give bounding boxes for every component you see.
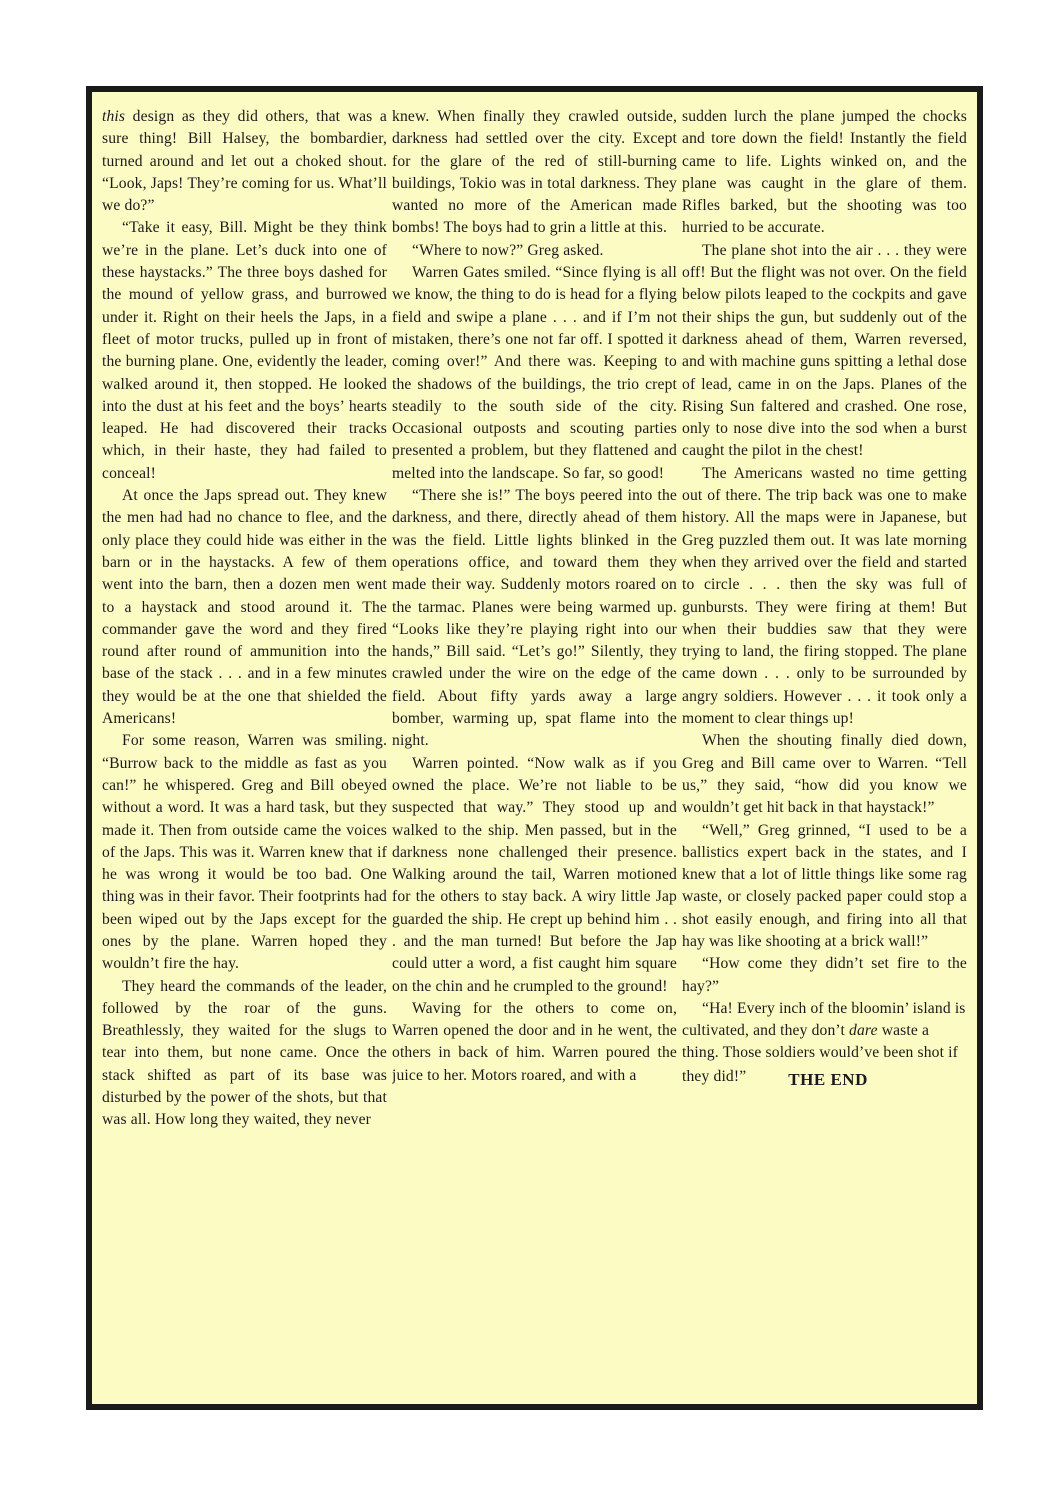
paragraph: “How come they didn’t set fire to the hay?” — [682, 955, 967, 995]
paragraph: sudden lurch the plane jumped the chocks and tore down the field! Instantly the field came to life. Lights winked on, and the plane was caught in the glare of them. Rifles barked, but the shooting was too hurried to be accurate. — [682, 108, 967, 237]
text-columns — [102, 106, 967, 1392]
column-2 — [392, 106, 677, 1392]
story-panel — [86, 86, 983, 1410]
paragraph: When the shouting finally died down, Greg and Bill came over to Warren. “Tell us,” they said, “how did you know we wouldn’t get hit back in that haystack!” — [682, 732, 967, 817]
paragraph: The Americans wasted no time getting out of there. The trip back was one to make history. All the maps were in Japanese, but Greg puzzled them out. It was late morning when they arrived over the field and started to circle . . . then the sky was full of gunbursts. They were firing at them! But when their buddies saw that they were trying to land, the firing stopped. The plane came down . . . only to be surrounded by angry soldiers. However . . . it took only a moment to clear things up! — [682, 464, 967, 728]
paragraph: “Ha! Every inch of the bloomin’ island is cultivated, and they don’t dare waste a thing. Those soldiers would’ve been shot if they did!” THE END — [682, 998, 967, 1088]
paragraph: “There she is!” The boys peered into the darkness, and there, directly ahead of them was the field. Little lights blinked in the operations office, and toward them they made their way. Suddenly motors roared on the tarmac. Planes were being warmed up. “Looks like they’re playing right into our hands,” Bill said. “Let’s go!” Silently, they crawled under the wire on the edge of the field. About fifty yards away a large bomber, warming up, spat flame into the night. — [392, 487, 677, 750]
italic-word: this — [102, 108, 126, 125]
paragraph: The plane shot into the air . . . they were off! But the flight was not over. On the field below pilots leaped to the cockpits and gave their ships the gun, but suddenly out of the darkness ahead of them, Warren reversed, and with machine guns spitting a lethal dose of lead, came in on the Japs. Planes of the Rising Sun faltered and crashed. One rose, only to nose dive into the sod when a burst caught the pilot in the chest! — [682, 241, 967, 460]
italic-word: dare — [849, 1022, 878, 1040]
column-1 — [102, 106, 387, 1392]
paragraph: “Take it easy, Bill. Might be they think we’re in the plane. Let’s duck into one of these haystacks.” The three boys dashed for the mound of yellow grass, and burrowed under it. Right on their heels the Japs, in a fleet of motor trucks, pulled up in front of the burning plane. One, evidently the leader, walked around it, then stopped. He looked into the dust at his feet and the boys’ hearts leaped. He had discovered their tracks which, in their haste, they had failed to conceal! — [102, 219, 387, 482]
paragraph: knew. When finally they crawled outside, darkness had settled over the city. Except for the glare of the red of still-burning buildings, Tokio was in total darkness. They wanted no more of the American made bombs! The boys had to grin a little at this. — [392, 108, 677, 237]
paragraph: Waving for the others to come on, Warren opened the door and in he went, the others in back of him. Warren poured the juice to her. Motors roared, and with a — [392, 999, 677, 1084]
paragraph: “Where to now?” Greg asked. — [412, 241, 604, 259]
paragraph: “Well,” Greg grinned, “I used to be a ballistics expert back in the states, and I knew that a lot of little things like some rag waste, or closely packed paper could stop a shot easily enough, and firing into all that hay was like shooting at a brick wall!” — [682, 821, 967, 950]
paragraph: At once the Japs spread out. They knew the men had had no chance to flee, and the only place they could hide was either in the barn or in the haystacks. A few of them went into the barn, then a dozen men went to a haystack and stood around it. The commander gave the word and they fired round after round of ammunition into the base of the stack . . . and in a few minutes they would be at the one that shielded the Americans! — [102, 487, 387, 728]
paragraph: Warren pointed. “Now walk as if you owned the place. We’re not liable to be suspected that way.” They stood up and walked to the ship. Men passed, but in the darkness none challenged their presence. Walking around the tail, Warren motioned for the others to stay back. A wiry little Jap guarded the ship. He crept up behind him . . . and the man turned! But before the Jap could utter a word, a fist caught him square on the chin and he crumpled to the ground! — [392, 754, 677, 995]
column-3 — [682, 106, 967, 1392]
the-end-label: THE END — [788, 1069, 868, 1089]
paragraph: They heard the commands of the leader, followed by the roar of the guns. Breathlessly, they waited for the slugs to tear into them, but none came. Once the stack shifted as part of its base was disturbed by the power of the shots, but that was all. How long they waited, they never — [102, 977, 387, 1129]
paragraph: Warren Gates smiled. “Since flying is all we know, the thing to do is head for a flying field and swipe a plane . . . and if I’m not mistaken, there’s one not far off. I spotted it coming over!” And there was. Keeping to the shadows of the buildings, the trio crept steadily to the south side of the city. Occasional outposts and scouting parties presented a problem, but they flattened and melted into the landscape. So far, so good! — [392, 264, 677, 482]
paragraph: this design as they did others, that was a sure thing! Bill Halsey, the bombardier, turned around and let out a choked shout. “Look, Japs! They’re coming for us. What’ll we do?” — [102, 108, 387, 215]
paragraph: For some reason, Warren was smiling. “Burrow back to the middle as fast as you can!” he whispered. Greg and Bill obeyed without a word. It was a hard task, but they made it. Then from outside came the voices of the Japs. This was it. Warren knew that if he was wrong it would be too bad. One thing was in their favor. Their footprints had been wiped out by the Japs except for the ones by the plane. Warren hoped they wouldn’t fire the hay. — [102, 732, 387, 973]
